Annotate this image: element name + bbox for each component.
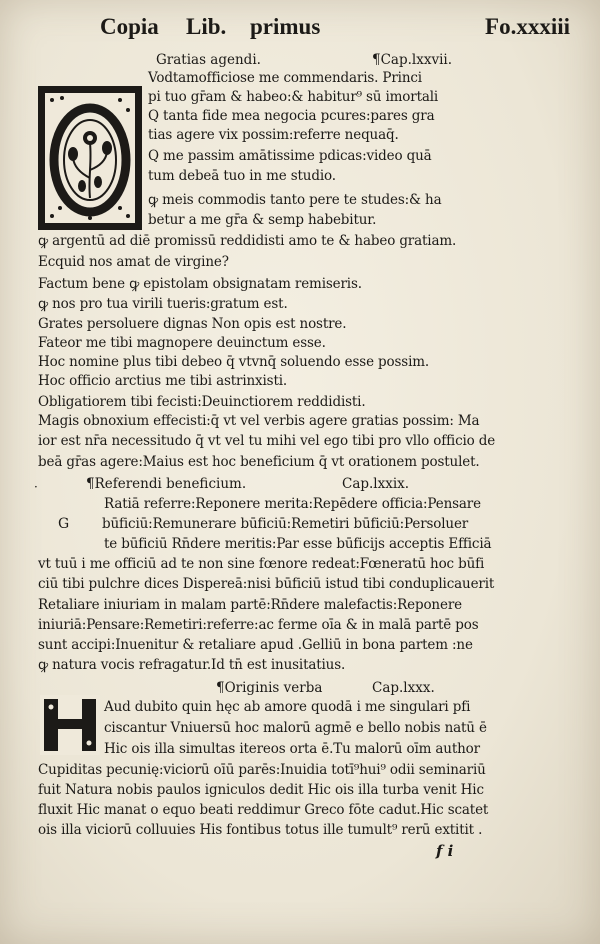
section3-cap bbox=[372, 680, 435, 696]
section1-heading bbox=[156, 52, 261, 68]
signature-mark: f i bbox=[436, 842, 454, 860]
section1-line: Ecquid nos amat de virgine? bbox=[38, 254, 229, 270]
section1-line: Factum bene ꝙ epistolam obsignatam remiseris. bbox=[38, 276, 362, 292]
section1-line: betur a me gr̄a & semp habebitur. bbox=[148, 212, 377, 228]
section1-line: tum debeā tuo in me studio. bbox=[148, 168, 336, 184]
floral-initial-icon bbox=[40, 88, 140, 228]
header-title: Copia bbox=[100, 14, 159, 39]
section1-line: ꝙ meis commodis tanto pere te studes:& ha bbox=[148, 192, 442, 208]
section1-line: Magis obnoxium effecisti:q̄ vt vel verbis agere gratias possim: Ma bbox=[38, 413, 480, 429]
section3-line: fluxit Hic manat o equo beati reddimur Greco fōte cadut.Hic scatet bbox=[38, 802, 489, 818]
pilcrow-icon: ¶ bbox=[216, 680, 225, 696]
section2-line: iniuriā:Pensare:Remetiri:referre:ac ferme oīa & in malā partē pos bbox=[38, 617, 479, 633]
section3-heading bbox=[216, 680, 322, 696]
section1-line: Q me passim amātissime pdicas:video quā bbox=[148, 148, 432, 164]
section3-line: Cupiditas pecunię:viciorū oīū parēs:Inuidia totī⁹hui⁹ odii seminariū bbox=[38, 762, 486, 778]
section2-cap bbox=[342, 476, 409, 492]
section1-line: Obligatiorem tibi fecisti:Deuinctiorem reddidisti. bbox=[38, 394, 366, 410]
section1-line: pi tuo gr̄am & habeo:& habitur⁹ sū imortali bbox=[148, 89, 439, 105]
header-folio: Fo.xxxiii bbox=[485, 14, 570, 39]
section2-line: ciū tibi pulchre dices Dispereā:nisi būficiū istud tibi conduplicauerit bbox=[38, 576, 495, 592]
section3-line: fuit Natura nobis paulos igniculos dedit Hic ois illa turba venit Hic bbox=[38, 782, 484, 798]
section2-line: ꝙ natura vocis refragatur.Id tn̄ est inusitatius. bbox=[38, 657, 346, 673]
section1-line: tias agere vix possim:referre nequaq̄. bbox=[148, 127, 399, 143]
section1-line: ꝙ nos pro tua virili tueris:gratum est. bbox=[38, 296, 288, 312]
section1-cap bbox=[372, 52, 452, 68]
gutter-guide-letter: G bbox=[58, 516, 70, 532]
section3-cap-text: Cap.lxxx. bbox=[372, 680, 435, 696]
page-header bbox=[100, 14, 570, 44]
section1-line: Q tanta fide mea negocia pcures:pares gra bbox=[148, 108, 435, 124]
pilcrow-icon: ¶ bbox=[86, 476, 95, 492]
section2-line: vt tuū i me officiū ad te non sine fœnore redeat:Fœneratū hoc būfi bbox=[38, 556, 485, 572]
section1-line: Vodtamofficiose me commendaris. Princi bbox=[148, 70, 422, 86]
header-lib: Lib. bbox=[186, 14, 227, 39]
section2-cap-text: Cap.lxxix. bbox=[342, 476, 410, 492]
section3-line: Hic ois illa simultas itereos orta ē.Tu malorū oīm author bbox=[104, 741, 480, 757]
section1-cap-text: Cap.lxxvii. bbox=[380, 52, 453, 68]
decorated-initial-o bbox=[38, 86, 142, 230]
section2-line: te būficiū Rn̄dere meritis:Par esse būficijs acceptis Efficiā bbox=[104, 536, 492, 552]
section2-line: sunt accipi:Inuenitur & retaliare apud .Gelliū in bona partem :ne bbox=[38, 637, 473, 653]
section3-heading-text: Originis verba bbox=[224, 680, 323, 696]
section1-line: Grates persoluere dignas Non opis est nostre. bbox=[38, 316, 347, 332]
section2-line: būficiū:Remunerare būficiū:Remetiri būficiū:Persoluer bbox=[102, 516, 469, 532]
section1-line: ior est nr̄a necessitudo q̄ vt vel tu mihi vel ego tibi pro vllo officio de bbox=[38, 433, 496, 449]
section3-line: Aud dubito quin hęc ab amore quodā i me singulari pfi bbox=[104, 699, 471, 715]
section1-line: Hoc officio arctius me tibi astrinxisti. bbox=[38, 373, 288, 389]
header-primus: primus bbox=[250, 14, 321, 39]
section2-line: Ratiā referre:Reponere merita:Repēdere officia:Pensare bbox=[104, 496, 481, 512]
section2-heading bbox=[86, 476, 246, 492]
decorated-initial-h bbox=[40, 695, 100, 755]
initial-h-icon bbox=[40, 695, 100, 755]
section2-heading-text: Referendi beneficium. bbox=[94, 476, 247, 492]
section1-line: ꝙ argentū ad diē promissū reddidisti amo te & habeo gratiam. bbox=[38, 233, 457, 249]
section1-heading-text: Gratias agendi. bbox=[156, 52, 261, 68]
dot-mark-icon: · bbox=[34, 480, 38, 494]
section1-line: Hoc nomine plus tibi debeo q̄ vtvnq̄ soluendo esse possim. bbox=[38, 354, 430, 370]
pilcrow-icon: ¶ bbox=[372, 52, 381, 68]
section1-line: Fateor me tibi magnopere deuinctum esse. bbox=[38, 335, 326, 351]
section3-line: ois illa viciorū colluuies His fontibus totus ille tumult⁹ rerū extitit . bbox=[38, 822, 483, 838]
section2-line: Retaliare iniuriam in malam partē:Rn̄dere malefactis:Reponere bbox=[38, 597, 462, 613]
section1-line: beā gr̄as agere:Maius est hoc beneficium q̄ vt orationem postulet. bbox=[38, 454, 480, 470]
section3-line: ciscantur Vniuersū hoc malorū agmē e bello nobis natū ē bbox=[104, 720, 487, 736]
